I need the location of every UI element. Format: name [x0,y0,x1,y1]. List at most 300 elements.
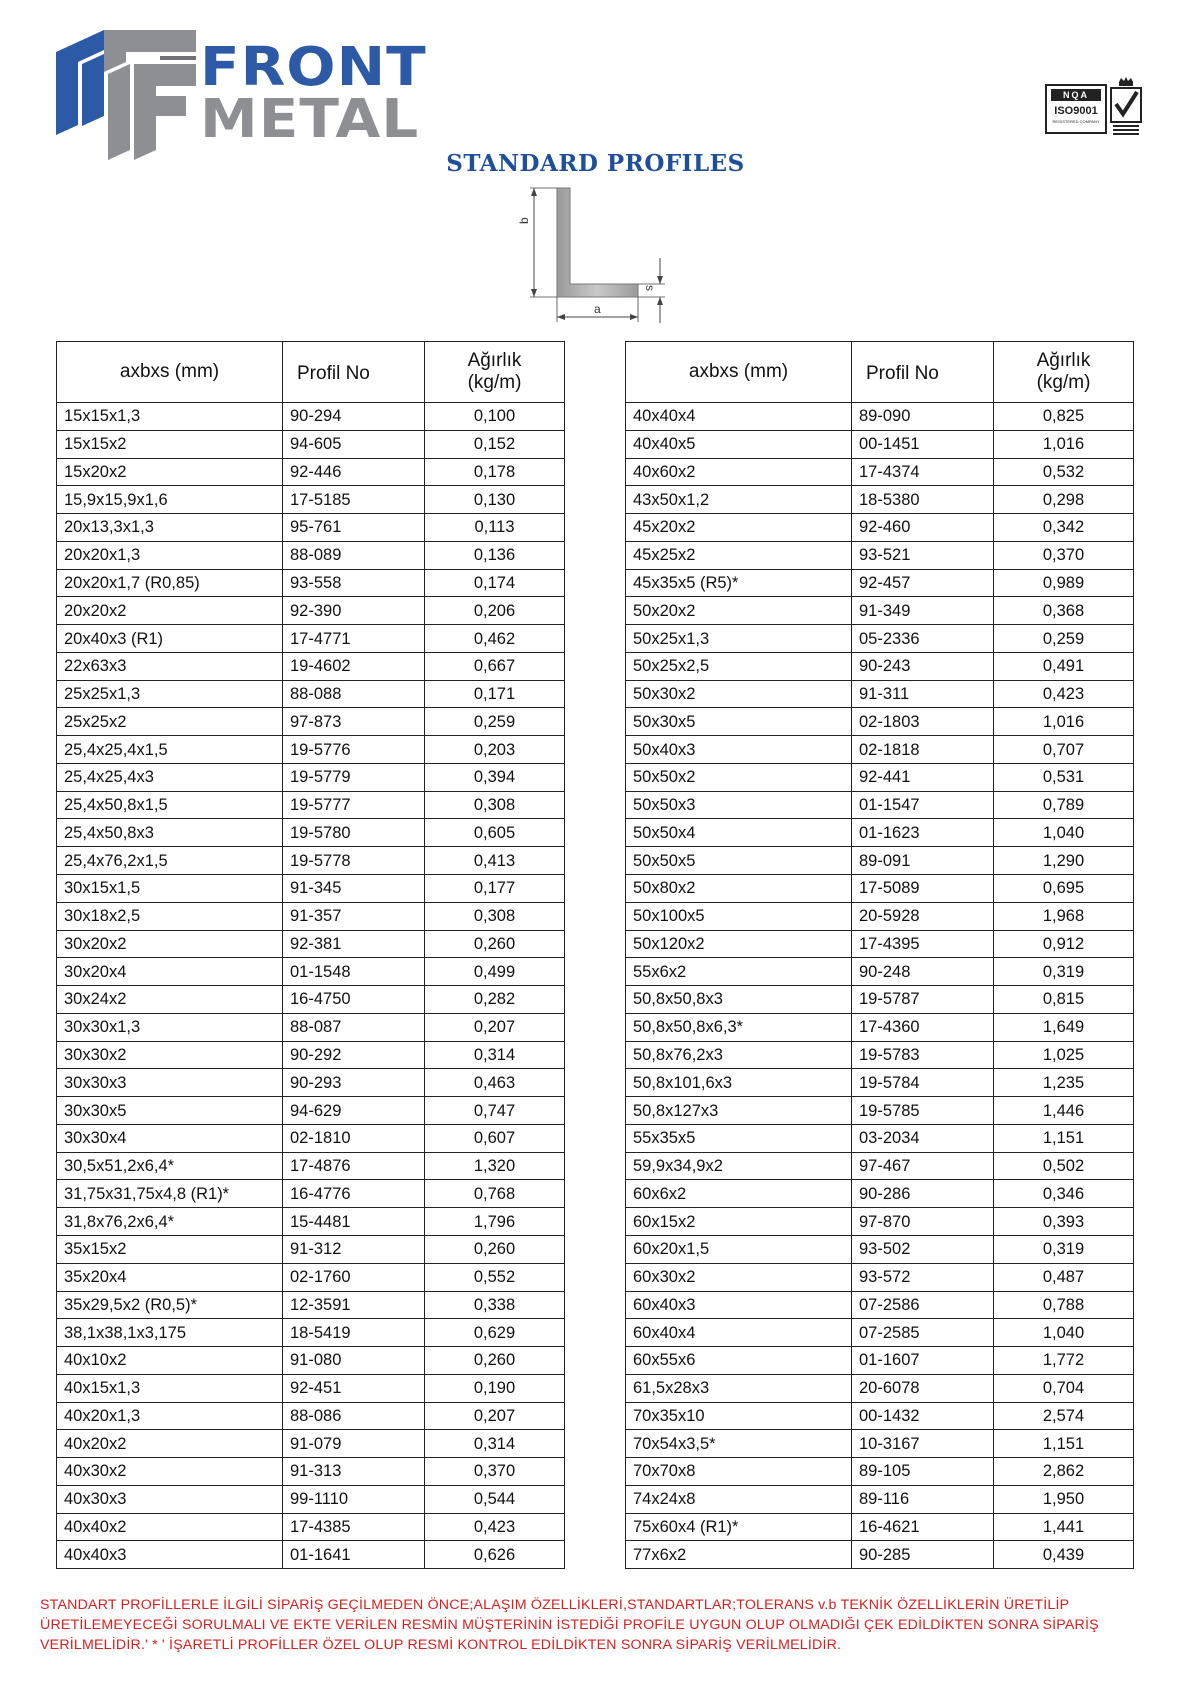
cell-profile-no: 03-2034 [852,1124,994,1152]
table-row [57,430,565,458]
cell-profile-no: 02-1760 [283,1263,425,1291]
table-row [626,902,1134,930]
cell-profile-no: 15-4481 [283,1208,425,1236]
table-row [57,1013,565,1041]
cell-dimensions: 35x15x2 [57,1235,283,1263]
cell-dimensions: 50,8x101,6x3 [626,1069,852,1097]
cell-profile-no: 01-1547 [852,791,994,819]
cell-weight: 1,040 [994,819,1134,847]
cell-dimensions: 15x15x2 [57,430,283,458]
table-row [626,1208,1134,1236]
cell-weight: 0,203 [425,736,565,764]
cell-weight: 0,206 [425,597,565,625]
weight-header-line2: (kg/m) [467,372,522,393]
cell-profile-no: 92-441 [852,763,994,791]
table-row [57,1124,565,1152]
cell-dimensions: 60x55x6 [626,1347,852,1375]
cell-profile-no: 17-4395 [852,930,994,958]
cell-weight: 1,446 [994,1097,1134,1125]
cell-dimensions: 35x29,5x2 (R0,5)* [57,1291,283,1319]
cell-dimensions: 60x20x1,5 [626,1235,852,1263]
cell-profile-no: 02-1818 [852,736,994,764]
cell-weight: 0,298 [994,486,1134,514]
weight-header-line1: Ağırlık [467,350,522,371]
cell-profile-no: 19-5776 [283,736,425,764]
table-row [57,1347,565,1375]
cell-profile-no: 90-292 [283,1041,425,1069]
cell-profile-no: 19-5785 [852,1097,994,1125]
cell-weight: 0,393 [994,1208,1134,1236]
cell-dimensions: 15,9x15,9x1,6 [57,486,283,514]
cell-dimensions: 40x40x4 [626,403,852,431]
cell-dimensions: 40x30x3 [57,1485,283,1513]
table-row [57,930,565,958]
table-row [57,1430,565,1458]
cell-profile-no: 88-086 [283,1402,425,1430]
table-row [57,486,565,514]
cell-weight: 0,815 [994,986,1134,1014]
table-row [57,1180,565,1208]
cell-dimensions: 43x50x1,2 [626,486,852,514]
table-header-row [626,342,1134,403]
table-row [57,541,565,569]
table-row [626,847,1134,875]
cell-dimensions: 50x30x5 [626,708,852,736]
cell-weight: 1,772 [994,1347,1134,1375]
cell-weight: 0,544 [425,1485,565,1513]
table-row [57,1263,565,1291]
cell-dimensions: 50x40x3 [626,736,852,764]
cell-dimensions: 30x18x2,5 [57,902,283,930]
cell-profile-no: 19-5784 [852,1069,994,1097]
cell-dimensions: 45x25x2 [626,541,852,569]
table-row [626,1458,1134,1486]
cell-profile-no: 89-116 [852,1485,994,1513]
cell-dimensions: 25,4x76,2x1,5 [57,847,283,875]
table-row [57,1374,565,1402]
cell-dimensions: 50x50x2 [626,763,852,791]
cell-profile-no: 90-293 [283,1069,425,1097]
table-row [57,403,565,431]
table-row [57,819,565,847]
cell-weight: 1,441 [994,1513,1134,1541]
cell-dimensions: 25,4x50,8x1,5 [57,791,283,819]
cell-dimensions: 22x63x3 [57,652,283,680]
table-row [626,1069,1134,1097]
cell-profile-no: 07-2586 [852,1291,994,1319]
cell-weight: 0,552 [425,1263,565,1291]
cell-weight: 0,113 [425,514,565,542]
cell-dimensions: 50x25x1,3 [626,625,852,653]
cell-weight: 1,235 [994,1069,1134,1097]
cell-dimensions: 40x60x2 [626,458,852,486]
table-row [57,514,565,542]
cell-weight: 0,152 [425,430,565,458]
cell-dimensions: 25,4x25,4x1,5 [57,736,283,764]
cell-dimensions: 30,5x51,2x6,4* [57,1152,283,1180]
cell-dimensions: 20x20x2 [57,597,283,625]
table-row [57,597,565,625]
cell-dimensions: 20x20x1,3 [57,541,283,569]
cell-dimensions: 40x30x2 [57,1458,283,1486]
cell-weight: 0,178 [425,458,565,486]
cell-weight: 0,825 [994,403,1134,431]
cell-profile-no: 93-572 [852,1263,994,1291]
table-row [626,1347,1134,1375]
cell-weight: 0,667 [425,652,565,680]
cell-weight: 0,439 [994,1541,1134,1569]
logo-mark [56,30,196,165]
cell-profile-no: 92-381 [283,930,425,958]
cell-weight: 0,171 [425,680,565,708]
cell-profile-no: 88-088 [283,680,425,708]
cell-profile-no: 16-4750 [283,986,425,1014]
registered-company-label: REGISTERED COMPANY [1052,119,1100,124]
cell-dimensions: 50,8x50,8x6,3* [626,1013,852,1041]
cell-weight: 0,130 [425,486,565,514]
cell-weight: 1,016 [994,430,1134,458]
table-row [57,708,565,736]
cell-weight: 0,788 [994,1291,1134,1319]
table-row [626,958,1134,986]
cell-profile-no: 91-349 [852,597,994,625]
cell-weight: 0,308 [425,902,565,930]
cell-profile-no: 19-5787 [852,986,994,1014]
table-row [626,1124,1134,1152]
table-row [626,1041,1134,1069]
cell-profile-no: 90-286 [852,1180,994,1208]
table-row [57,1402,565,1430]
table-row [626,430,1134,458]
cell-dimensions: 74x24x8 [626,1485,852,1513]
dimension-a-label: a [594,302,601,316]
cell-weight: 0,789 [994,791,1134,819]
cell-dimensions: 40x10x2 [57,1347,283,1375]
cell-weight: 0,177 [425,875,565,903]
cell-weight: 0,989 [994,569,1134,597]
table-row [57,625,565,653]
table-row [626,1097,1134,1125]
cell-profile-no: 92-390 [283,597,425,625]
cell-weight: 0,370 [994,541,1134,569]
cell-dimensions: 15x20x2 [57,458,283,486]
table-row [57,680,565,708]
cell-profile-no: 97-467 [852,1152,994,1180]
page-title: STANDARD PROFILES [446,150,745,177]
table-row [57,763,565,791]
cell-profile-no: 17-4876 [283,1152,425,1180]
cell-profile-no: 91-080 [283,1347,425,1375]
cell-weight: 2,574 [994,1402,1134,1430]
cell-profile-no: 02-1810 [283,1124,425,1152]
column-header-dimensions: axbxs (mm) [57,342,283,403]
table-row [57,1513,565,1541]
table-row [57,1291,565,1319]
cell-dimensions: 50x30x2 [626,680,852,708]
cell-profile-no: 20-5928 [852,902,994,930]
cell-profile-no: 90-243 [852,652,994,680]
table-row [57,1069,565,1097]
cell-weight: 1,151 [994,1124,1134,1152]
cell-weight: 0,499 [425,958,565,986]
cell-dimensions: 40x40x2 [57,1513,283,1541]
cell-profile-no: 01-1607 [852,1347,994,1375]
cell-profile-no: 94-629 [283,1097,425,1125]
cell-weight: 0,319 [994,958,1134,986]
cell-weight: 0,423 [994,680,1134,708]
cell-profile-no: 92-457 [852,569,994,597]
cell-weight: 1,025 [994,1041,1134,1069]
cell-dimensions: 31,75x31,75x4,8 (R1)* [57,1180,283,1208]
table-row [626,541,1134,569]
cell-profile-no: 19-5778 [283,847,425,875]
table-row [626,1430,1134,1458]
table-row [626,930,1134,958]
cell-profile-no: 01-1641 [283,1541,425,1569]
table-row [57,1235,565,1263]
cell-weight: 0,259 [425,708,565,736]
cell-profile-no: 91-311 [852,680,994,708]
table-row [57,1485,565,1513]
cell-weight: 0,707 [994,736,1134,764]
cell-weight: 1,320 [425,1152,565,1180]
cell-dimensions: 50x25x2,5 [626,652,852,680]
table-row [626,1152,1134,1180]
cell-dimensions: 40x20x1,3 [57,1402,283,1430]
cell-profile-no: 93-502 [852,1235,994,1263]
iso-label: ISO9001 [1054,105,1098,117]
table-row [626,763,1134,791]
table-row [626,1180,1134,1208]
cell-dimensions: 60x40x4 [626,1319,852,1347]
cell-dimensions: 20x40x3 (R1) [57,625,283,653]
cell-weight: 1,950 [994,1485,1134,1513]
cell-profile-no: 92-460 [852,514,994,542]
cell-weight: 0,368 [994,597,1134,625]
cell-dimensions: 60x6x2 [626,1180,852,1208]
cell-dimensions: 50x80x2 [626,875,852,903]
cell-dimensions: 70x35x10 [626,1402,852,1430]
dimension-b-label: b [517,217,531,224]
table-row [626,1291,1134,1319]
cell-weight: 0,413 [425,847,565,875]
cell-weight: 1,290 [994,847,1134,875]
cell-dimensions: 40x40x3 [57,1541,283,1569]
cell-profile-no: 89-091 [852,847,994,875]
cell-dimensions: 40x20x2 [57,1430,283,1458]
weight-header-line1: Ağırlık [1036,350,1091,371]
table-header-row [57,342,565,403]
cell-weight: 0,100 [425,403,565,431]
cell-profile-no: 93-521 [852,541,994,569]
cell-weight: 0,626 [425,1541,565,1569]
cell-dimensions: 38,1x38,1x3,175 [57,1319,283,1347]
table-row [57,902,565,930]
table-row [626,569,1134,597]
table-row [626,819,1134,847]
cell-profile-no: 16-4621 [852,1513,994,1541]
cell-profile-no: 91-313 [283,1458,425,1486]
cell-dimensions: 45x20x2 [626,514,852,542]
cell-profile-no: 18-5380 [852,486,994,514]
cell-weight: 0,423 [425,1513,565,1541]
cell-dimensions: 60x15x2 [626,1208,852,1236]
cell-weight: 1,968 [994,902,1134,930]
table-row [57,569,565,597]
cell-weight: 0,532 [994,458,1134,486]
cell-profile-no: 90-285 [852,1541,994,1569]
table-row [626,625,1134,653]
cell-weight: 0,607 [425,1124,565,1152]
cell-dimensions: 30x24x2 [57,986,283,1014]
cell-profile-no: 90-248 [852,958,994,986]
cell-weight: 2,862 [994,1458,1134,1486]
cell-profile-no: 20-6078 [852,1374,994,1402]
table-row [626,514,1134,542]
cell-weight: 0,346 [994,1180,1134,1208]
cell-weight: 1,016 [994,708,1134,736]
cell-dimensions: 30x30x2 [57,1041,283,1069]
cell-dimensions: 50,8x127x3 [626,1097,852,1125]
table-row [626,1319,1134,1347]
cell-weight: 0,260 [425,930,565,958]
cell-weight: 0,370 [425,1458,565,1486]
table-row [626,680,1134,708]
table-row [626,1485,1134,1513]
cell-weight: 0,491 [994,652,1134,680]
cell-dimensions: 70x70x8 [626,1458,852,1486]
cell-dimensions: 59,9x34,9x2 [626,1152,852,1180]
cell-dimensions: 30x15x1,5 [57,875,283,903]
cell-dimensions: 15x15x1,3 [57,403,283,431]
cell-profile-no: 10-3167 [852,1430,994,1458]
cell-profile-no: 19-5780 [283,819,425,847]
cell-dimensions: 45x35x5 (R5)* [626,569,852,597]
cell-weight: 0,207 [425,1402,565,1430]
cell-weight: 0,605 [425,819,565,847]
cell-profile-no: 12-3591 [283,1291,425,1319]
cell-weight: 0,314 [425,1041,565,1069]
cell-weight: 0,338 [425,1291,565,1319]
cell-profile-no: 19-5777 [283,791,425,819]
table-row [626,875,1134,903]
dimension-s-label: s [643,285,657,291]
table-row [57,986,565,1014]
cell-profile-no: 17-5089 [852,875,994,903]
cell-dimensions: 40x40x5 [626,430,852,458]
cell-profile-no: 07-2585 [852,1319,994,1347]
cell-dimensions: 61,5x28x3 [626,1374,852,1402]
cell-profile-no: 92-446 [283,458,425,486]
table-row [57,1208,565,1236]
cell-dimensions: 50x50x3 [626,791,852,819]
weight-header-line2: (kg/m) [1036,372,1091,393]
table-row [57,1458,565,1486]
cell-profile-no: 92-451 [283,1374,425,1402]
cell-dimensions: 25,4x50,8x3 [57,819,283,847]
cell-profile-no: 88-087 [283,1013,425,1041]
table-row [626,1235,1134,1263]
cell-weight: 0,190 [425,1374,565,1402]
cell-profile-no: 88-089 [283,541,425,569]
cell-weight: 0,319 [994,1235,1134,1263]
cell-profile-no: 19-5779 [283,763,425,791]
profile-table-left [56,341,565,1569]
cell-dimensions: 60x40x3 [626,1291,852,1319]
table-row [626,708,1134,736]
table-row [626,791,1134,819]
cell-weight: 0,207 [425,1013,565,1041]
table-row [57,875,565,903]
profile-table-right [625,341,1134,1569]
cell-dimensions: 50x50x5 [626,847,852,875]
cell-dimensions: 25x25x1,3 [57,680,283,708]
cell-dimensions: 20x20x1,7 (R0,85) [57,569,283,597]
cell-weight: 0,259 [994,625,1134,653]
table-row [57,1041,565,1069]
cell-weight: 0,394 [425,763,565,791]
table-row [57,458,565,486]
cell-weight: 0,747 [425,1097,565,1125]
cell-weight: 1,649 [994,1013,1134,1041]
table-row [57,736,565,764]
column-header-profile-no: Profil No [283,342,425,403]
cell-dimensions: 55x35x5 [626,1124,852,1152]
cell-profile-no: 91-357 [283,902,425,930]
cell-dimensions: 77x6x2 [626,1541,852,1569]
cell-weight: 0,768 [425,1180,565,1208]
table-row [626,1263,1134,1291]
iso-certification-badge [1045,76,1143,138]
cell-profile-no: 97-873 [283,708,425,736]
cell-weight: 0,260 [425,1235,565,1263]
table-row [57,652,565,680]
cell-dimensions: 60x30x2 [626,1263,852,1291]
table-row [626,986,1134,1014]
cell-profile-no: 90-294 [283,403,425,431]
cell-weight: 0,174 [425,569,565,597]
cell-profile-no: 95-761 [283,514,425,542]
cell-weight: 0,695 [994,875,1134,903]
cell-profile-no: 99-1110 [283,1485,425,1513]
table-row [626,458,1134,486]
table-row [626,736,1134,764]
table-row [626,1013,1134,1041]
cell-weight: 0,136 [425,541,565,569]
table-row [626,1513,1134,1541]
cell-dimensions: 30x20x2 [57,930,283,958]
cell-profile-no: 01-1623 [852,819,994,847]
table-row [626,486,1134,514]
column-header-profile-no: Profil No [852,342,994,403]
table-row [626,1402,1134,1430]
cell-dimensions: 55x6x2 [626,958,852,986]
table-row [57,958,565,986]
cell-dimensions: 50x120x2 [626,930,852,958]
ukas-crown-tick-icon [1109,76,1143,138]
cell-weight: 0,629 [425,1319,565,1347]
cell-weight: 0,342 [994,514,1134,542]
cell-dimensions: 30x20x4 [57,958,283,986]
cell-weight: 0,314 [425,1430,565,1458]
cell-dimensions: 50,8x50,8x3 [626,986,852,1014]
cell-profile-no: 91-345 [283,875,425,903]
cell-weight: 0,463 [425,1069,565,1097]
cell-profile-no: 17-4771 [283,625,425,653]
nqa-box [1045,84,1107,134]
cell-dimensions: 50,8x76,2x3 [626,1041,852,1069]
table-row [626,403,1134,431]
